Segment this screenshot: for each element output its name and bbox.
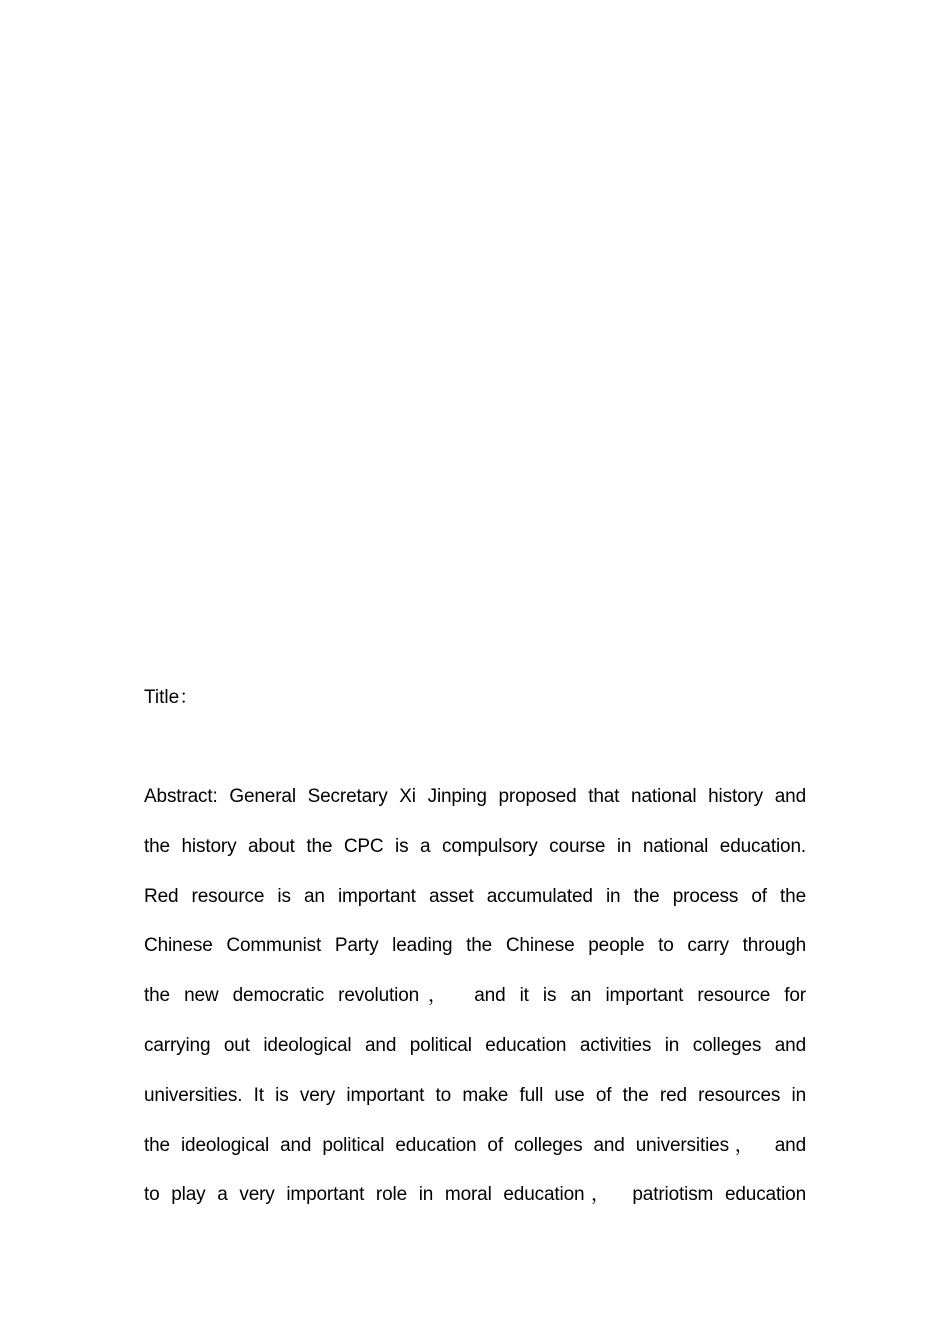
abstract-line: the new democratic revolution， and it is an important resource for bbox=[144, 985, 806, 1007]
abstract-line: to play a very important role in moral education， patriotism education bbox=[144, 1184, 806, 1206]
abstract-line: universities. It is very important to make full use of the red resources in bbox=[144, 1084, 806, 1106]
title-label: Title： bbox=[144, 687, 199, 708]
abstract-paragraph bbox=[144, 783, 806, 1231]
abstract-line: Chinese Communist Party leading the Chinese people to carry through bbox=[144, 935, 806, 957]
abstract-line: the ideological and political education of colleges and universities， and bbox=[144, 1134, 806, 1156]
abstract-line: carrying out ideological and political education activities in colleges and bbox=[144, 1034, 806, 1056]
abstract-line: Red resource is an important asset accumulated in the process of the bbox=[144, 885, 806, 907]
abstract-line: Abstract: General Secretary Xi Jinping proposed that national history and bbox=[144, 786, 806, 807]
abstract-line: the history about the CPC is a compulsory course in national education. bbox=[144, 835, 806, 857]
